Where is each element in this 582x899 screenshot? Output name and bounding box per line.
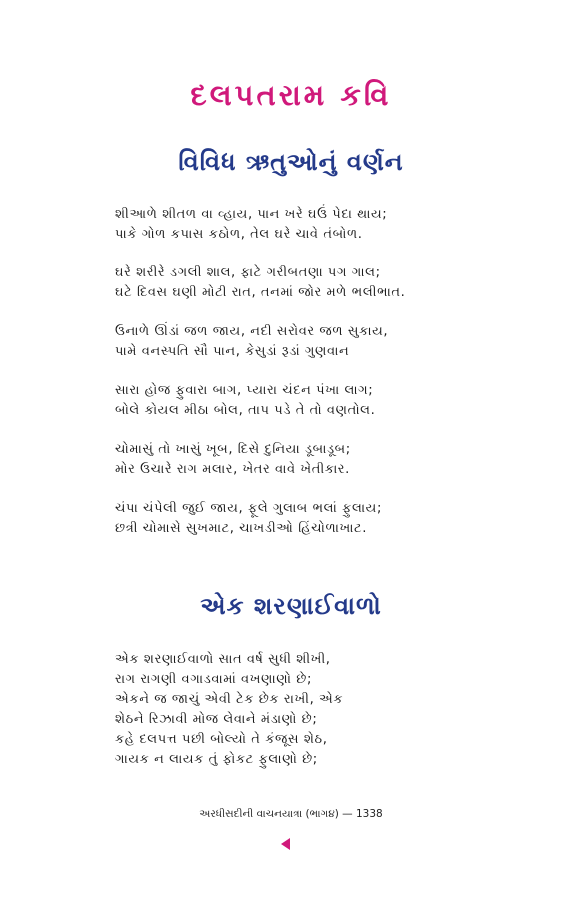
poem-line: રાગ રાગણી વગાડવામાં વખણાણો છે; — [115, 672, 312, 687]
stanza — [115, 205, 535, 245]
poem-line: ચોમાસું તો ખાસું ખૂબ, દિસે દુનિયા ડૂબાડૂબ; — [115, 442, 351, 457]
poem-line: ઘરે શરીરે ડગલી શાલ, ફાટે ગરીબતણા પગ ગાલ; — [115, 265, 381, 280]
poem-line: ઉનાળે ઊંડાં જળ જાય, નદી સરોવર જળ સુકાય, — [115, 324, 389, 339]
poem-line: છત્રી ચોમાસે સુખમાટ, ચાખડીઓ હિંચોળાખાટ. — [115, 521, 367, 536]
poem-line: ગાયક ન લાયક તું ફોકટ ફુલાણો છે; — [115, 752, 318, 767]
page-footer: અરધીસદીની વાચનયાત્રા (ભાગ૪) — 1338 — [199, 808, 383, 820]
poem-line: ચંપા ચંપેલી જુઈ જાય, ફૂલે ગુલાબ ભલાં ફુલાય; — [115, 501, 382, 516]
poem-line: કહે દલપત્ત પછી બોલ્યો તે કંજૂસ શેઠ, — [115, 732, 328, 747]
poem-title: વિવિધ ઋતુઓનું વર્ણન — [178, 148, 404, 176]
poem-line: સારા હોજ ફુવારા બાગ, પ્યારા ચંદન પંખા લાગ; — [115, 383, 374, 398]
page-title: દલપતરામ કવિ — [190, 78, 392, 112]
stanza — [115, 650, 535, 770]
poem-line: એક શરણાઈવાળો સાત વર્ષ સુધી શીખી, — [115, 652, 331, 667]
stanza — [115, 263, 535, 303]
poem-line: મોર ઉચારે રાગ મલાર, ખેતર વાવે ખેતીકાર. — [115, 462, 350, 477]
poem-line: બોલે કોયલ મીઠા બોલ, તાપ પડે તે તો વણતોલ. — [115, 403, 376, 418]
poem-line: પામે વનસ્પતિ સૌ પાન, કેસુડાં રૂડાં ગુણવાન — [115, 344, 350, 359]
stanza — [115, 381, 535, 421]
poem-line: શેઠને રિઝાવી મોજ લેવાને મંડાણો છે; — [115, 712, 318, 727]
poem-line: શીઆળે શીતળ વા વ્હાય, પાન ખરે ઘઉં પેદા થાય; — [115, 207, 388, 222]
stanza — [115, 440, 535, 480]
stanza — [115, 499, 535, 539]
poem-line: ઘટે દિવસ ઘણી મોટી રાત, તનમાં જોર મળે ભલીભાત. — [115, 285, 406, 300]
poem-line: પાકે ગોળ કપાસ કઠોળ, તેલ ઘરે ચાવે તંબોળ. — [115, 227, 363, 242]
poem-title: એક શરણાઈવાળો — [200, 592, 382, 620]
triangle-left-icon[interactable] — [281, 838, 290, 850]
poem-line: એકને જ જાચું એવી ટેક છેક રાખી, એક — [115, 692, 344, 707]
stanza — [115, 322, 535, 362]
